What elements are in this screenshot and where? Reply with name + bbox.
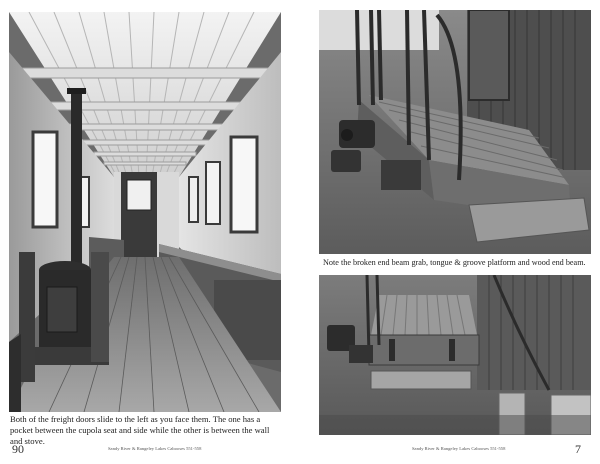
right-photo-caption: Note the broken end beam grab, tongue & groove platform and wood end beam.	[323, 258, 586, 267]
caboose-platform-side-photo	[319, 275, 591, 435]
right-page	[300, 0, 600, 464]
right-page-number: 7	[575, 442, 581, 456]
left-page-number: 90	[12, 442, 24, 456]
left-running-footer: Sandy River & Rangeley Lakes Cabooses 551-558	[108, 446, 202, 451]
caboose-end-platform-photo	[319, 10, 591, 254]
left-photo-caption: Both of the freight doors slide to the left as you face them. The one has a pocket between the cupola seat and side while the other is between the wall and stove.	[10, 414, 270, 446]
caboose-interior-photo	[9, 12, 281, 412]
right-running-footer: Sandy River & Rangeley Lakes Cabooses 551-558	[412, 446, 506, 451]
